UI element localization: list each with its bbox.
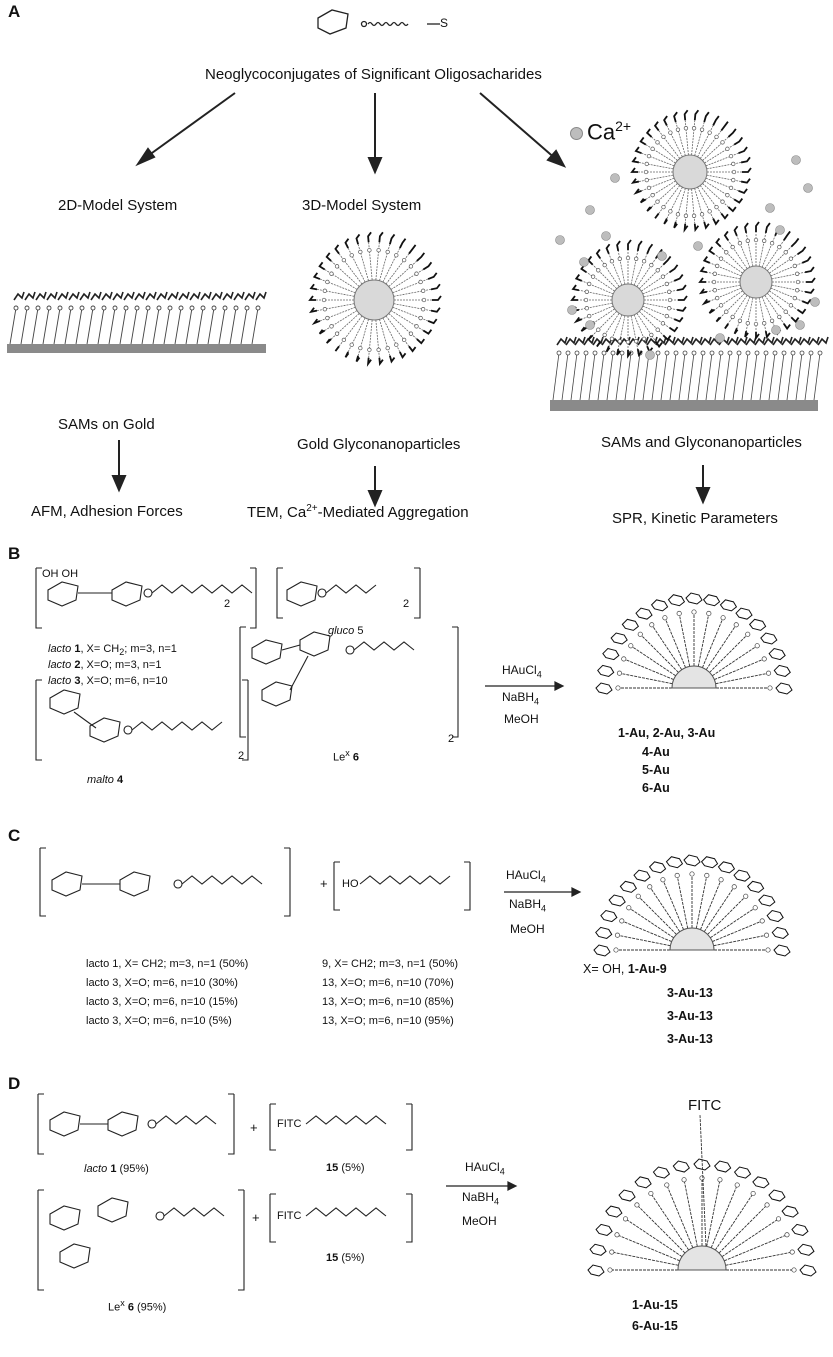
c-left-line-1: lacto 1, X= CH2; m=3, n=1 (50%) [86,958,249,970]
plus-c: + [320,876,328,891]
malto-caption: malto 4 [87,774,124,786]
product-b-3: 5-Au [642,763,670,777]
ho-group-c: HO [342,878,359,890]
fitc-group-2: FITC [277,1210,302,1222]
reagent-d-1: HAuCl$_4$ [465,1160,505,1177]
lex-subscript: 2 [448,733,455,745]
model-2d-label: 2D-Model System [58,197,178,214]
method-afm: AFM, Adhesion Forces [31,503,183,520]
schematic-sulfur: S [440,16,449,30]
gluco-subscript: 2 [403,598,410,610]
panel-d-label: D [8,1074,21,1093]
reagent-d-2: NaBH$_4$ [462,1190,500,1207]
product-c-3: 3-Au-13 [667,1009,713,1023]
c-right-line-1: 9, X= CH2; m=3, n=1 (50%) [322,958,459,970]
lacto-subscript: 2 [224,598,231,610]
reagent-c-2: NaBH$_4$ [509,897,547,914]
c-left-line-4: lacto 3, X=O; m=6, n=10 (5%) [86,1015,232,1027]
c-right-line-4: 13, X=O; m=6, n=10 (95%) [322,1015,454,1027]
product-b-4: 6-Au [642,781,670,795]
c-right-line-2: 13, X=O; m=6, n=10 (70%) [322,977,454,989]
reagent-b-3: MeOH [504,712,539,726]
product-c-4: 3-Au-13 [667,1032,713,1046]
c-left-line-2: lacto 3, X=O; m=6, n=10 (30%) [86,977,238,989]
fitc-group-1: FITC [277,1118,302,1130]
panel-b-label: B [8,544,21,563]
lacto-oh-groups: OH OH [42,568,79,580]
reagent-c-1: HAuCl$_4$ [506,868,546,885]
malto-subscript: 2 [238,750,245,762]
lacto-line-2: lacto 2, X=O; m=3, n=1 [48,659,162,671]
plus-d-2: + [252,1210,260,1225]
reagent-b-2: NaBH$_4$ [502,690,540,707]
d-linker-caption-1: 15 (5%) [326,1162,365,1174]
lacto-line-3: lacto 3, X=O; m=6, n=10 [48,675,168,687]
gluco-caption: gluco 5 [328,625,364,637]
product-d-2: 6-Au-15 [632,1319,678,1333]
reagent-c-3: MeOH [510,922,545,936]
d-lex-caption: Le$^x$ 6 (95%) [108,1298,167,1314]
method-tem: TEM, $Ca^{2+}$-Mediated Aggregation [247,503,469,521]
fitc-label-particle: FITC [688,1097,722,1114]
d-linker-caption-2: 15 (5%) [326,1252,365,1264]
panel-a-title: Neoglycoconjugates of Significant Oligosacharides [205,66,542,83]
product-b-1: 1-Au, 2-Au, 3-Au [618,726,716,740]
product-b-2: 4-Au [642,745,670,759]
product-d-1: 1-Au-15 [632,1298,678,1312]
d-lacto-caption: lacto 1 (95%) [84,1163,149,1175]
caption-sams-on-gold: SAMs on Gold [58,416,155,433]
lex-caption: Le$^x$ 6 [333,748,359,764]
reagent-d-3: MeOH [462,1214,497,1228]
model-3d-label: 3D-Model System [302,197,422,214]
c-left-line-3: lacto 3, X=O; m=6, n=10 (15%) [86,996,238,1008]
caption-gold-glyconanoparticles: Gold Glyconanoparticles [297,436,461,453]
calcium-ion-label: $Ca^{2+}$ [570,118,631,145]
caption-sams-and-glyconanoparticles: SAMs and Glyconanoparticles [601,434,802,451]
product-c-2: 3-Au-13 [667,986,713,1000]
c-right-line-3: 13, X=O; m=6, n=10 (85%) [322,996,454,1008]
panel-c-label: C [8,826,21,845]
reagent-b-1: HAuCl$_4$ [502,663,542,680]
lacto-line-1: lacto 1, $X= CH_2$; m=3, n=1 [48,643,177,658]
panel-a-label: A [8,2,21,21]
product-c-1: X= OH, 1-Au-9 [583,962,667,976]
method-spr: SPR, Kinetic Parameters [612,510,778,527]
plus-d-1: + [250,1120,258,1135]
